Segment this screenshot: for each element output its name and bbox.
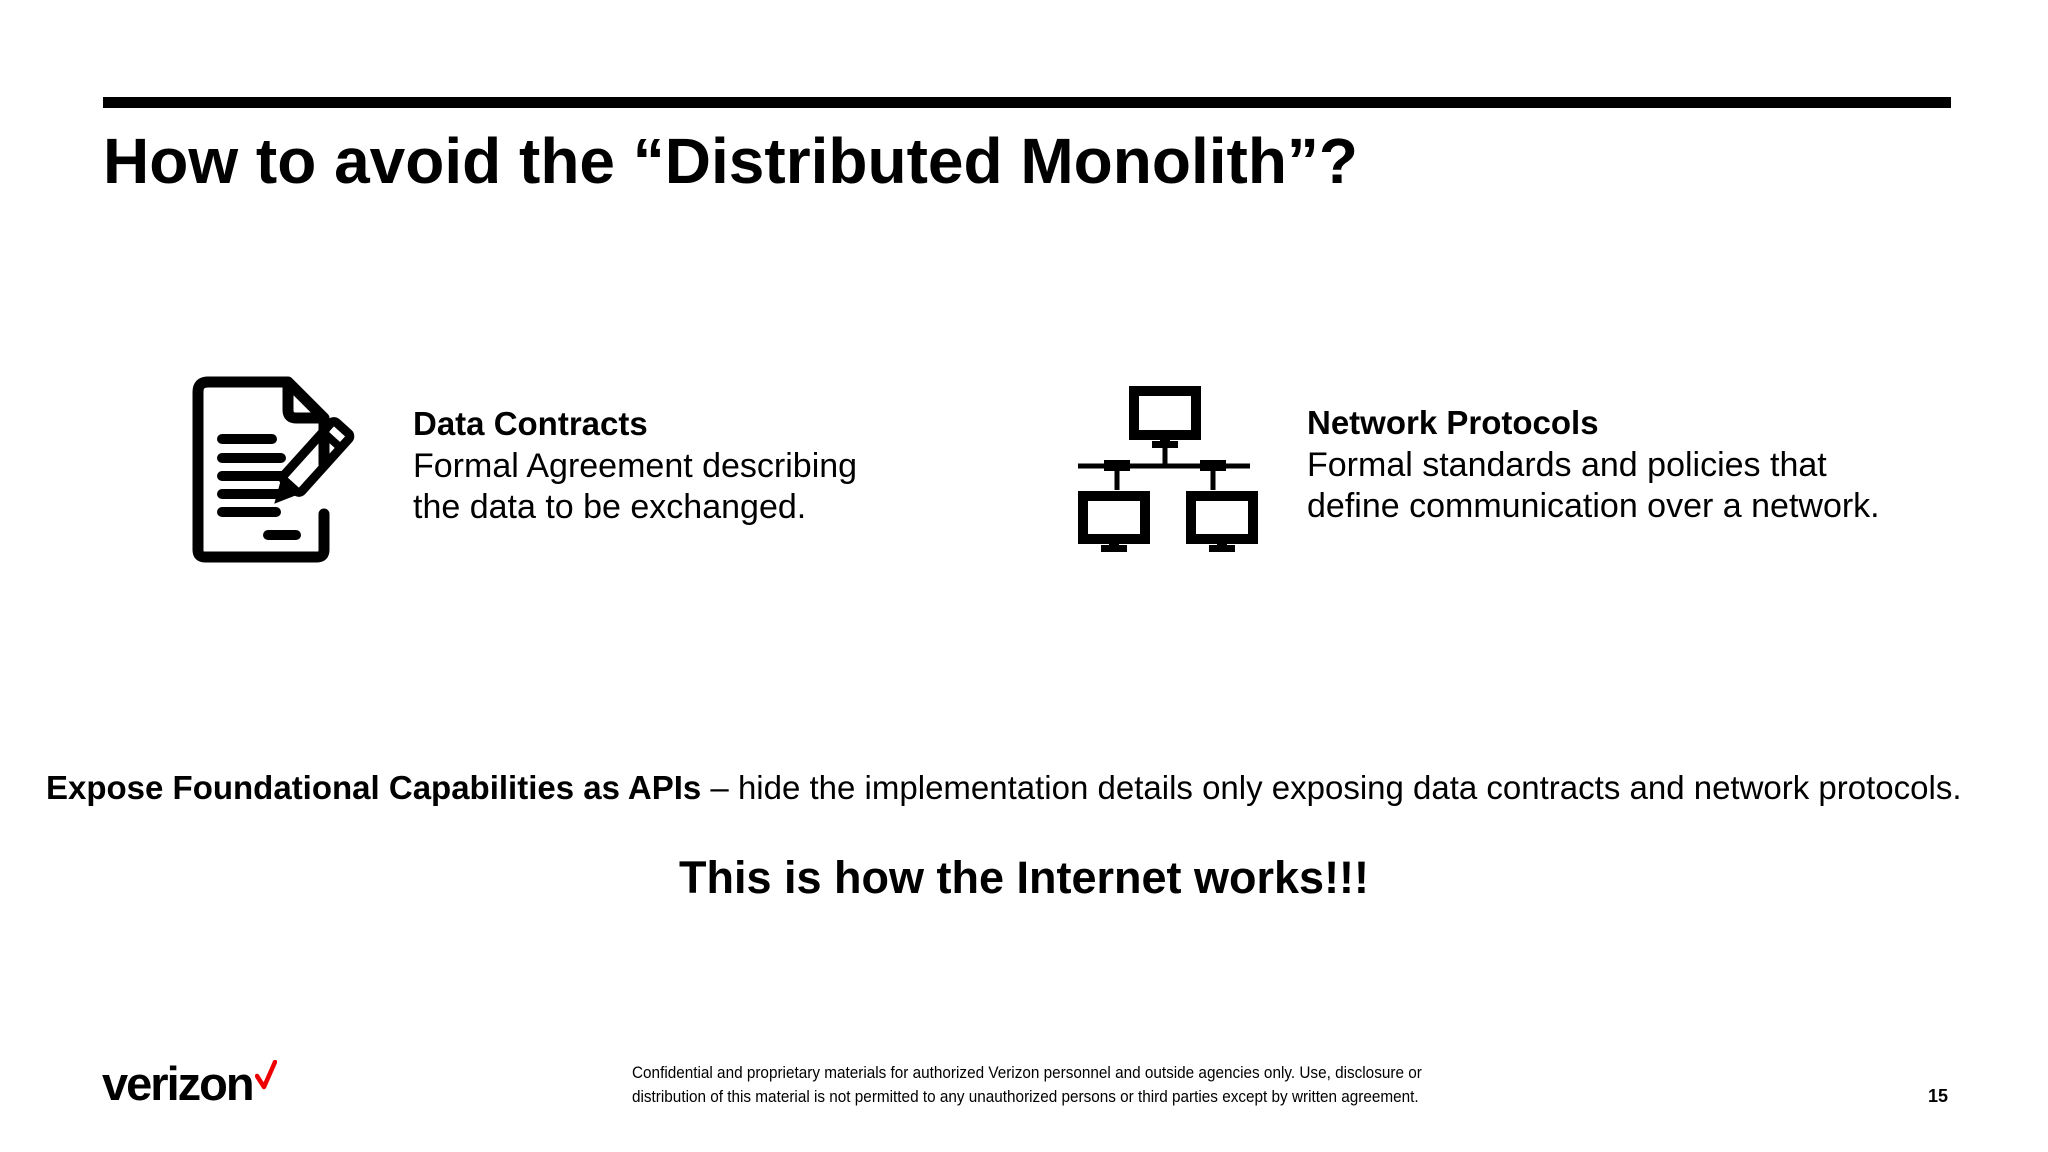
verizon-logo-text: verizon	[102, 1057, 253, 1110]
checkmark-icon	[255, 1060, 277, 1095]
computer-network-icon	[1078, 384, 1264, 556]
data-contracts-block	[413, 402, 857, 528]
verizon-logo	[102, 1056, 277, 1112]
network-protocols-block	[1307, 401, 1880, 527]
confidentiality-line-2: distribution of this material is not permitted to any unauthorized persons or third parties except by written agreement.	[632, 1087, 1419, 1106]
page-number: 15	[1928, 1086, 1949, 1106]
data-contracts-heading: Data Contracts	[413, 405, 648, 442]
confidentiality-line-1: Confidential and proprietary materials for authorized Verizon personnel and outside agencies only. Use, disclosure or	[632, 1063, 1422, 1082]
contract-document-pencil-icon	[188, 376, 388, 566]
expose-apis-emphasis: Expose Foundational Capabilities as APIs	[46, 769, 702, 806]
slide-title: How to avoid the “Distributed Monolith”?	[103, 125, 1358, 197]
expose-apis-statement	[46, 766, 1962, 810]
internet-statement: This is how the Internet works!!!	[678, 852, 1370, 903]
network-protocols-line-1: Formal standards and policies that	[1307, 446, 1827, 484]
title-rule	[103, 97, 1951, 108]
network-protocols-heading: Network Protocols	[1307, 404, 1599, 441]
network-protocols-line-2: define communication over a network.	[1307, 487, 1880, 525]
confidentiality-notice	[632, 1061, 1422, 1109]
data-contracts-line-1: Formal Agreement describing	[413, 447, 858, 485]
data-contracts-line-2: the data to be exchanged.	[413, 488, 807, 526]
expose-apis-rest: – hide the implementation details only exposing data contracts and network protocols.	[701, 769, 1962, 806]
